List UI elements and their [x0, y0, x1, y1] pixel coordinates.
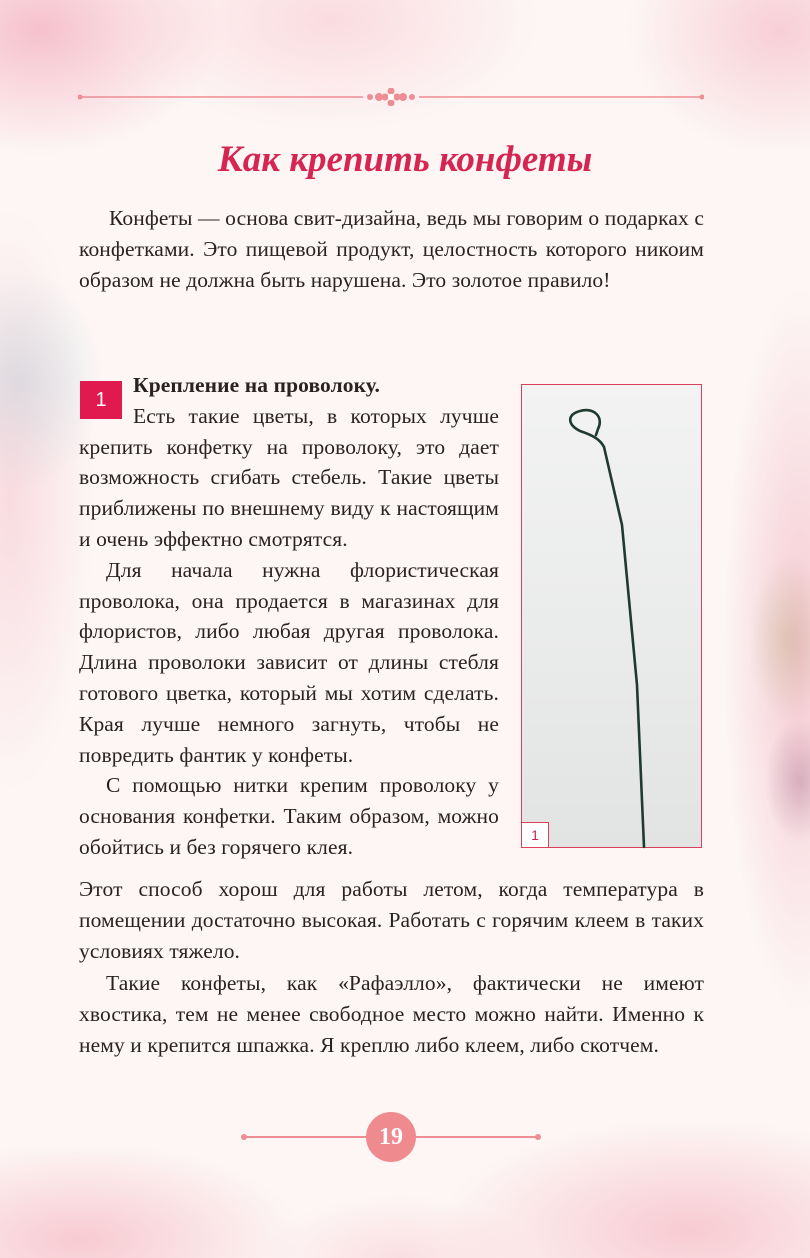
- wire-photo: [521, 384, 702, 848]
- footer-dot-left: [241, 1134, 247, 1140]
- section-heading: Крепление на проволоку.: [133, 373, 380, 397]
- paragraph-3b: Этот способ хорош для работы летом, когда температура в помещении достаточно высокая. Работать с горячим клеем в таких условиях тяжело.: [79, 877, 704, 963]
- paragraph-4: Такие конфеты, как «Рафаэлло», фактически не имеют хвостика, тем не менее свободное место можно найти. Именно к нему и крепится шпажка. Я креплю либо клеем, либо скотчем.: [79, 971, 704, 1057]
- top-ornament: [78, 88, 704, 106]
- photo-label: 1: [521, 822, 549, 848]
- page-number: 19: [366, 1112, 416, 1162]
- paragraph-2: Для начала нужна флористическая проволока, она продается в магазинах для флористов, либо любая другая проволока. Длина проволоки зависит от длины стебля готового цветка, который мы хотим сделать. Края лучше немного загнуть, чтобы не повредить фантик у конфеты.: [79, 557, 499, 767]
- page-title: Как крепить конфеты: [217, 139, 593, 180]
- text-column: [79, 370, 499, 863]
- paragraph-3a: С помощью нитки крепим проволоку у основания конфетки. Таким образом, можно обойтись и без горячего клея.: [79, 773, 499, 859]
- wire-illustration: [522, 385, 703, 849]
- footer-dot-right: [535, 1134, 541, 1140]
- intro-paragraph: Конфеты — основа свит-дизайна, ведь мы говорим о подарках с конфетками. Это пищевой продукт, целостность которого никоим образом не должна быть нарушена. Это золотое правило!: [79, 206, 704, 292]
- paragraph-1: Есть такие цветы, в которых лучше крепить конфетку на проволоку, это дает возможность сгибать стебель. Такие цветы приближены по внешнему виду к настоящим и очень эффектно смотрятся.: [79, 403, 499, 551]
- full-width-text: [79, 874, 704, 1061]
- step-number-badge: 1: [80, 381, 122, 419]
